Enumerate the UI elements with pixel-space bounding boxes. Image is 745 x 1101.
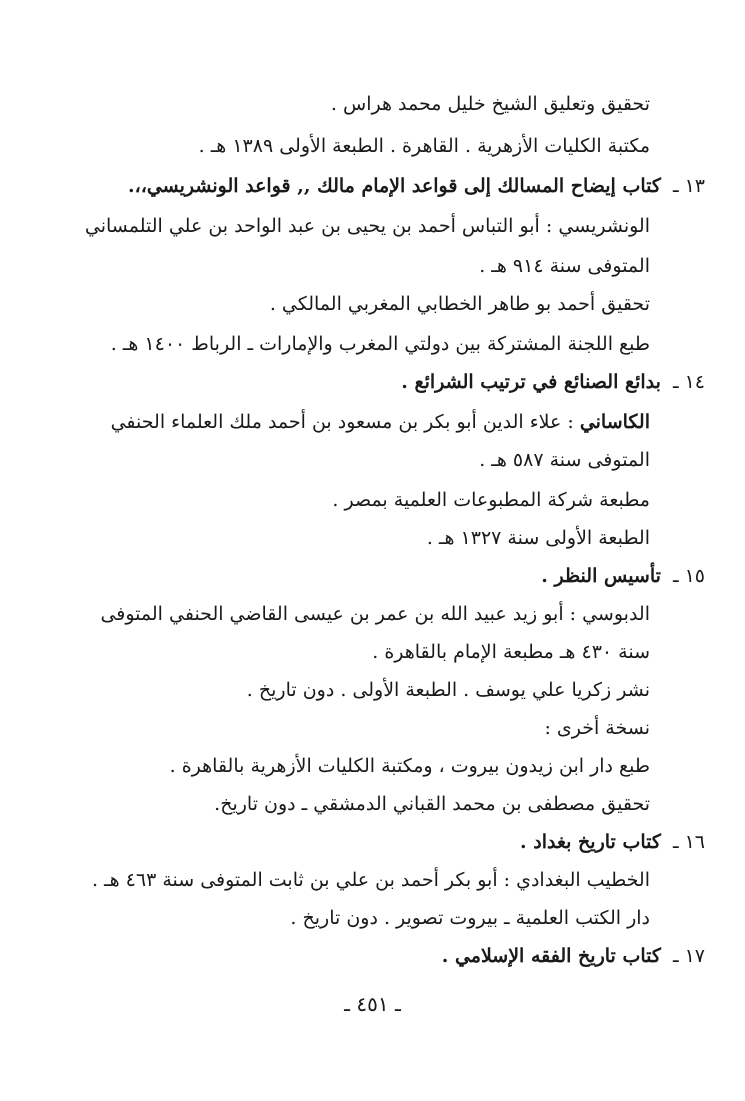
text-line [40,632,650,672]
entry-title: كتاب تاريخ الفقه الإسلامي . [441,945,661,967]
text-line [40,440,650,480]
text-line [40,670,650,710]
line-text: مطبعة شركة المطبوعات العلمية بمصر . [332,489,650,511]
text-line [40,480,650,520]
line-text: نسخة أخرى : [544,717,650,739]
line-text: طبع دار ابن زيدون بيروت ، ومكتبة الكليات الأزهرية بالقاهرة . [169,755,650,777]
text-line [40,784,650,824]
entry-heading [40,362,705,402]
line-text: الطبعة الأولى سنة ١٣٢٧ هـ . [426,527,650,549]
line-text: الونشريسي : أبو التباس أحمد بن يحيى بن عبد الواحد بن علي التلمساني [84,215,650,237]
line-text: تحقيق مصطفى بن محمد القباني الدمشقي ـ دون تاريخ. [214,793,650,815]
line-text: الدبوسي : أبو زيد عبيد الله بن عمر بن عيسى القاضي الحنفي المتوفى [100,603,650,625]
entry-title: كتاب تاريخ بغداد . [520,831,661,853]
entry-number: ١٤ ـ [672,371,705,393]
entry-heading [40,166,705,206]
line-text: تحقيق وتعليق الشيخ خليل محمد هراس . [330,93,650,115]
text-line [40,746,650,786]
text-line [40,402,650,442]
text-line [40,860,650,900]
line-text: المتوفى سنة ٩١٤ هـ . [479,255,650,277]
entry-heading [40,936,705,976]
line-text: سنة ٤٣٠ هـ مطبعة الإمام بالقاهرة . [372,641,650,663]
text-line [40,324,650,364]
line-text: طبع اللجنة المشتركة بين دولتي المغرب والإمارات ـ الرباط ١٤٠٠ هـ . [110,333,650,355]
entry-number: ١٦ ـ [672,831,705,853]
entry-number: ١٣ ـ [672,175,705,197]
page-number: ـ ٤٥١ ـ [344,992,401,1016]
line-text: المتوفى سنة ٥٨٧ هـ . [479,449,650,471]
entry-title: كتاب إيضاح المسالك إلى قواعد الإمام مالك ,, قواعد الونشريسي،،. [127,175,661,197]
entry-number: ١٥ ـ [672,565,705,587]
entry-number: ١٧ ـ [672,945,705,967]
entry-title: تأسيس النظر . [541,565,661,587]
line-text: : علاء الدين أبو بكر بن مسعود بن أحمد ملك العلماء الحنفي [110,411,574,433]
text-line [40,206,650,246]
text-line [40,126,650,166]
line-text: تحقيق أحمد بو طاهر الخطابي المغربي المالكي . [269,293,650,315]
entry-heading [40,822,705,862]
text-line [40,708,650,748]
line-text: دار الكتب العلمية ـ بيروت تصوير . دون تاريخ . [290,907,650,929]
entry-title: بدائع الصنائع في ترتيب الشرائع . [401,371,661,393]
text-line [40,594,650,634]
text-line [40,84,650,124]
text-line [40,284,650,324]
line-text: نشر زكريا علي يوسف . الطبعة الأولى . دون تاريخ . [246,679,650,701]
author-name: الكاساني [579,411,650,433]
line-text: الخطيب البغدادي : أبو بكر أحمد بن علي بن ثابت المتوفى سنة ٤٦٣ هـ . [91,869,650,891]
text-line [40,518,650,558]
entry-heading [40,556,705,596]
text-line [40,246,650,286]
line-text: مكتبة الكليات الأزهرية . القاهرة . الطبعة الأولى ١٣٨٩ هـ . [198,135,650,157]
text-line [40,898,650,938]
